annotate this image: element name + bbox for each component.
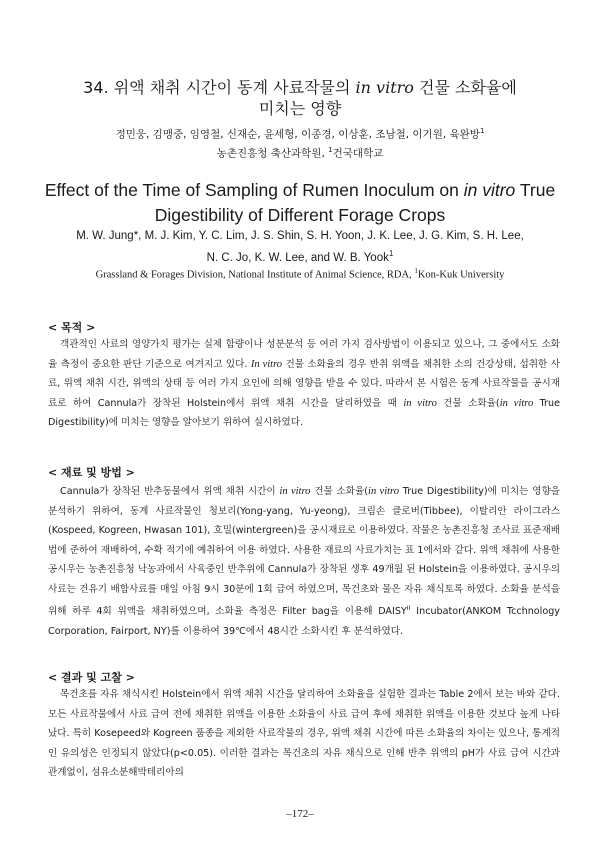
objective-text-4: True Digestibility)에 미치는 영향을 알아보기 위하여 실시하였다. — [48, 397, 560, 428]
korean-title-text: 34. 위액 채취 시간이 동계 사료작물의 — [83, 78, 356, 97]
page-number: –172– — [286, 808, 314, 820]
materials-sup: II — [406, 604, 411, 612]
materials-italic-1: in vitro — [279, 486, 311, 497]
objective-italic-1: In vitro — [250, 358, 283, 370]
materials-text-2: 건물 소화율( — [314, 486, 369, 497]
results-text-1: 목건초를 자유 채식시킨 Holstein에서 위액 채취 시간을 달리하여 소화율을 실험한 결과는 Table 2에서 보는 바와 같다. 모든 사료작물에서 사료 급여 전에 채취한 위액을 이용한 소화율이 사료 급여 후에 채취한 위액을 이용한 것보다 높게 나타났다. 특히 Kosepeed와 Kogreen 품종을 제외한 사료작물의 경우, 위액 채취 시간에 따른 소화율의 차이는 있으나, 통계적인 유의성은 인정되지 않았다(p<0.05). 이러한 결과는 목건초의 자유 채식으로 인해 반추 위액의 pH가 사료 급여 시간과 관계없이, 섬유소분해박테리아의 — [48, 689, 560, 778]
korean-authors-sup: 1 — [479, 127, 485, 135]
english-affiliation-univ: Kon-Kuk University — [417, 269, 505, 281]
results-paragraph — [48, 685, 560, 783]
materials-heading: < 재료 및 방법 > — [48, 466, 135, 479]
english-authors-sup: 1 — [388, 249, 394, 258]
materials-paragraph — [48, 482, 560, 641]
english-title — [30, 178, 570, 228]
objective-text-2: 건물 소화율의 경우 반취 위액을 채취한 소의 건강상태, 섭취한 사료, 위액 채취 시간, 위액의 상태 등 여러 가지 요인에 의해 영향을 받을 수 있다. 따라서 본 시험은 동계 사료작물을 공시재료로 하여 Cannula가 장착된 Holstein에서 위액 채취 시간을 달리하였을 때 — [48, 358, 560, 409]
english-affiliation-main: Grassland & Forages Division, National Institute of Animal Science, RDA, — [95, 269, 412, 281]
korean-title-line2: 미치는 영향 — [258, 99, 342, 118]
korean-affiliation — [40, 143, 560, 162]
korean-affiliation-sup: 1 — [328, 146, 333, 154]
materials-text-1: Cannula가 장착된 반추동물에서 위액 채취 시간이 — [60, 486, 276, 497]
korean-title — [40, 77, 560, 119]
korean-authors — [40, 124, 560, 143]
english-title-italic: in vitro — [463, 180, 516, 200]
korean-title-text-end: 건물 소화율에 — [413, 78, 517, 97]
english-authors-line2: N. C. Jo, K. W. Lee, and W. B. Yook — [206, 251, 389, 264]
korean-authors-text: 정민웅, 김맹중, 임영철, 신재순, 윤세형, 이종경, 이상훈, 조남철, 이기원, 육완방 — [115, 128, 480, 141]
objective-paragraph — [48, 335, 560, 433]
results-heading: < 결과 및 고찰 > — [48, 671, 135, 684]
english-affiliation-sup: 1 — [414, 267, 418, 275]
objective-text-3: 건물 소화율( — [443, 397, 500, 409]
korean-affiliation-main: 농촌진흥청 축산과학원, — [216, 147, 325, 160]
english-authors-line1: M. W. Jung*, M. J. Kim, Y. C. Lim, J. S. Shin, S. H. Yoon, J. K. Lee, J. G. Kim, S. H. Lee, — [76, 230, 524, 242]
english-title-line2: Digestibility of Different Forage Crops — [154, 205, 446, 225]
objective-heading: < 목적 > — [48, 321, 96, 334]
objective-italic-2: in vitro — [403, 397, 437, 409]
materials-text-4: Incubator(ANKOM Tcchnology Corporation, Fairport, NY)를 이용하여 39℃에서 48시간 소화시킨 후 분석하였다. — [48, 606, 560, 637]
english-affiliation — [20, 264, 580, 283]
korean-affiliation-univ: 건국대학교 — [332, 147, 384, 160]
materials-italic-2: in vitro — [368, 486, 399, 497]
materials-text-3: True Digestibility)에 미치는 영향을 분석하기 위하여, 동계 사료작물인 청보리(Yong-yang, Yu-yeong), 크림손 클로버(Tibbee), 이탈리안 라이그라스(Kospeed, Kogreen, Hwasan 101), 호밀(wintergreen)을 공시재료로 이용하였다. 작물은 농촌진흥청 조사료 표준재배법에 준하여 재배하여, 수확 적기에 예취하여 이용 하였다. 사용한 재료의 사료가치는 표 1에서와 같다. 위액 채취에 사용한 공시우는 농촌진흥청 낙농과에서 사육중인 반추위에 Cannula가 장착된 생후 49개월 된 Holstein을 이용하였다. 공시우의 사료는 건유기 배합사료를 매일 아침 9시 30분에 1회 급여 하였으며, 목건초와 물은 자유 채식토록 하였다. 소화율 분석을 위해 하루 4회 위액을 채취하였으며, 소화율 측정은 Filter bag을 이용해 DAISY — [48, 486, 561, 618]
english-title-text: Effect of the Time of Sampling of Rumen Inoculum on — [44, 180, 464, 200]
objective-italic-3: in vitro — [499, 397, 534, 409]
english-authors — [40, 227, 560, 267]
objective-text-1: 객관적인 사료의 영양가치 평가는 실제 함량이나 성분분석 등 여러 가지 검사방법이 이용되고 있으나, 그 중에서도 소화율 측정이 중요한 판단 기준으로 여겨지고 있다. — [48, 339, 560, 370]
english-title-text-end: True — [515, 180, 556, 200]
korean-title-italic: in vitro — [355, 78, 414, 97]
